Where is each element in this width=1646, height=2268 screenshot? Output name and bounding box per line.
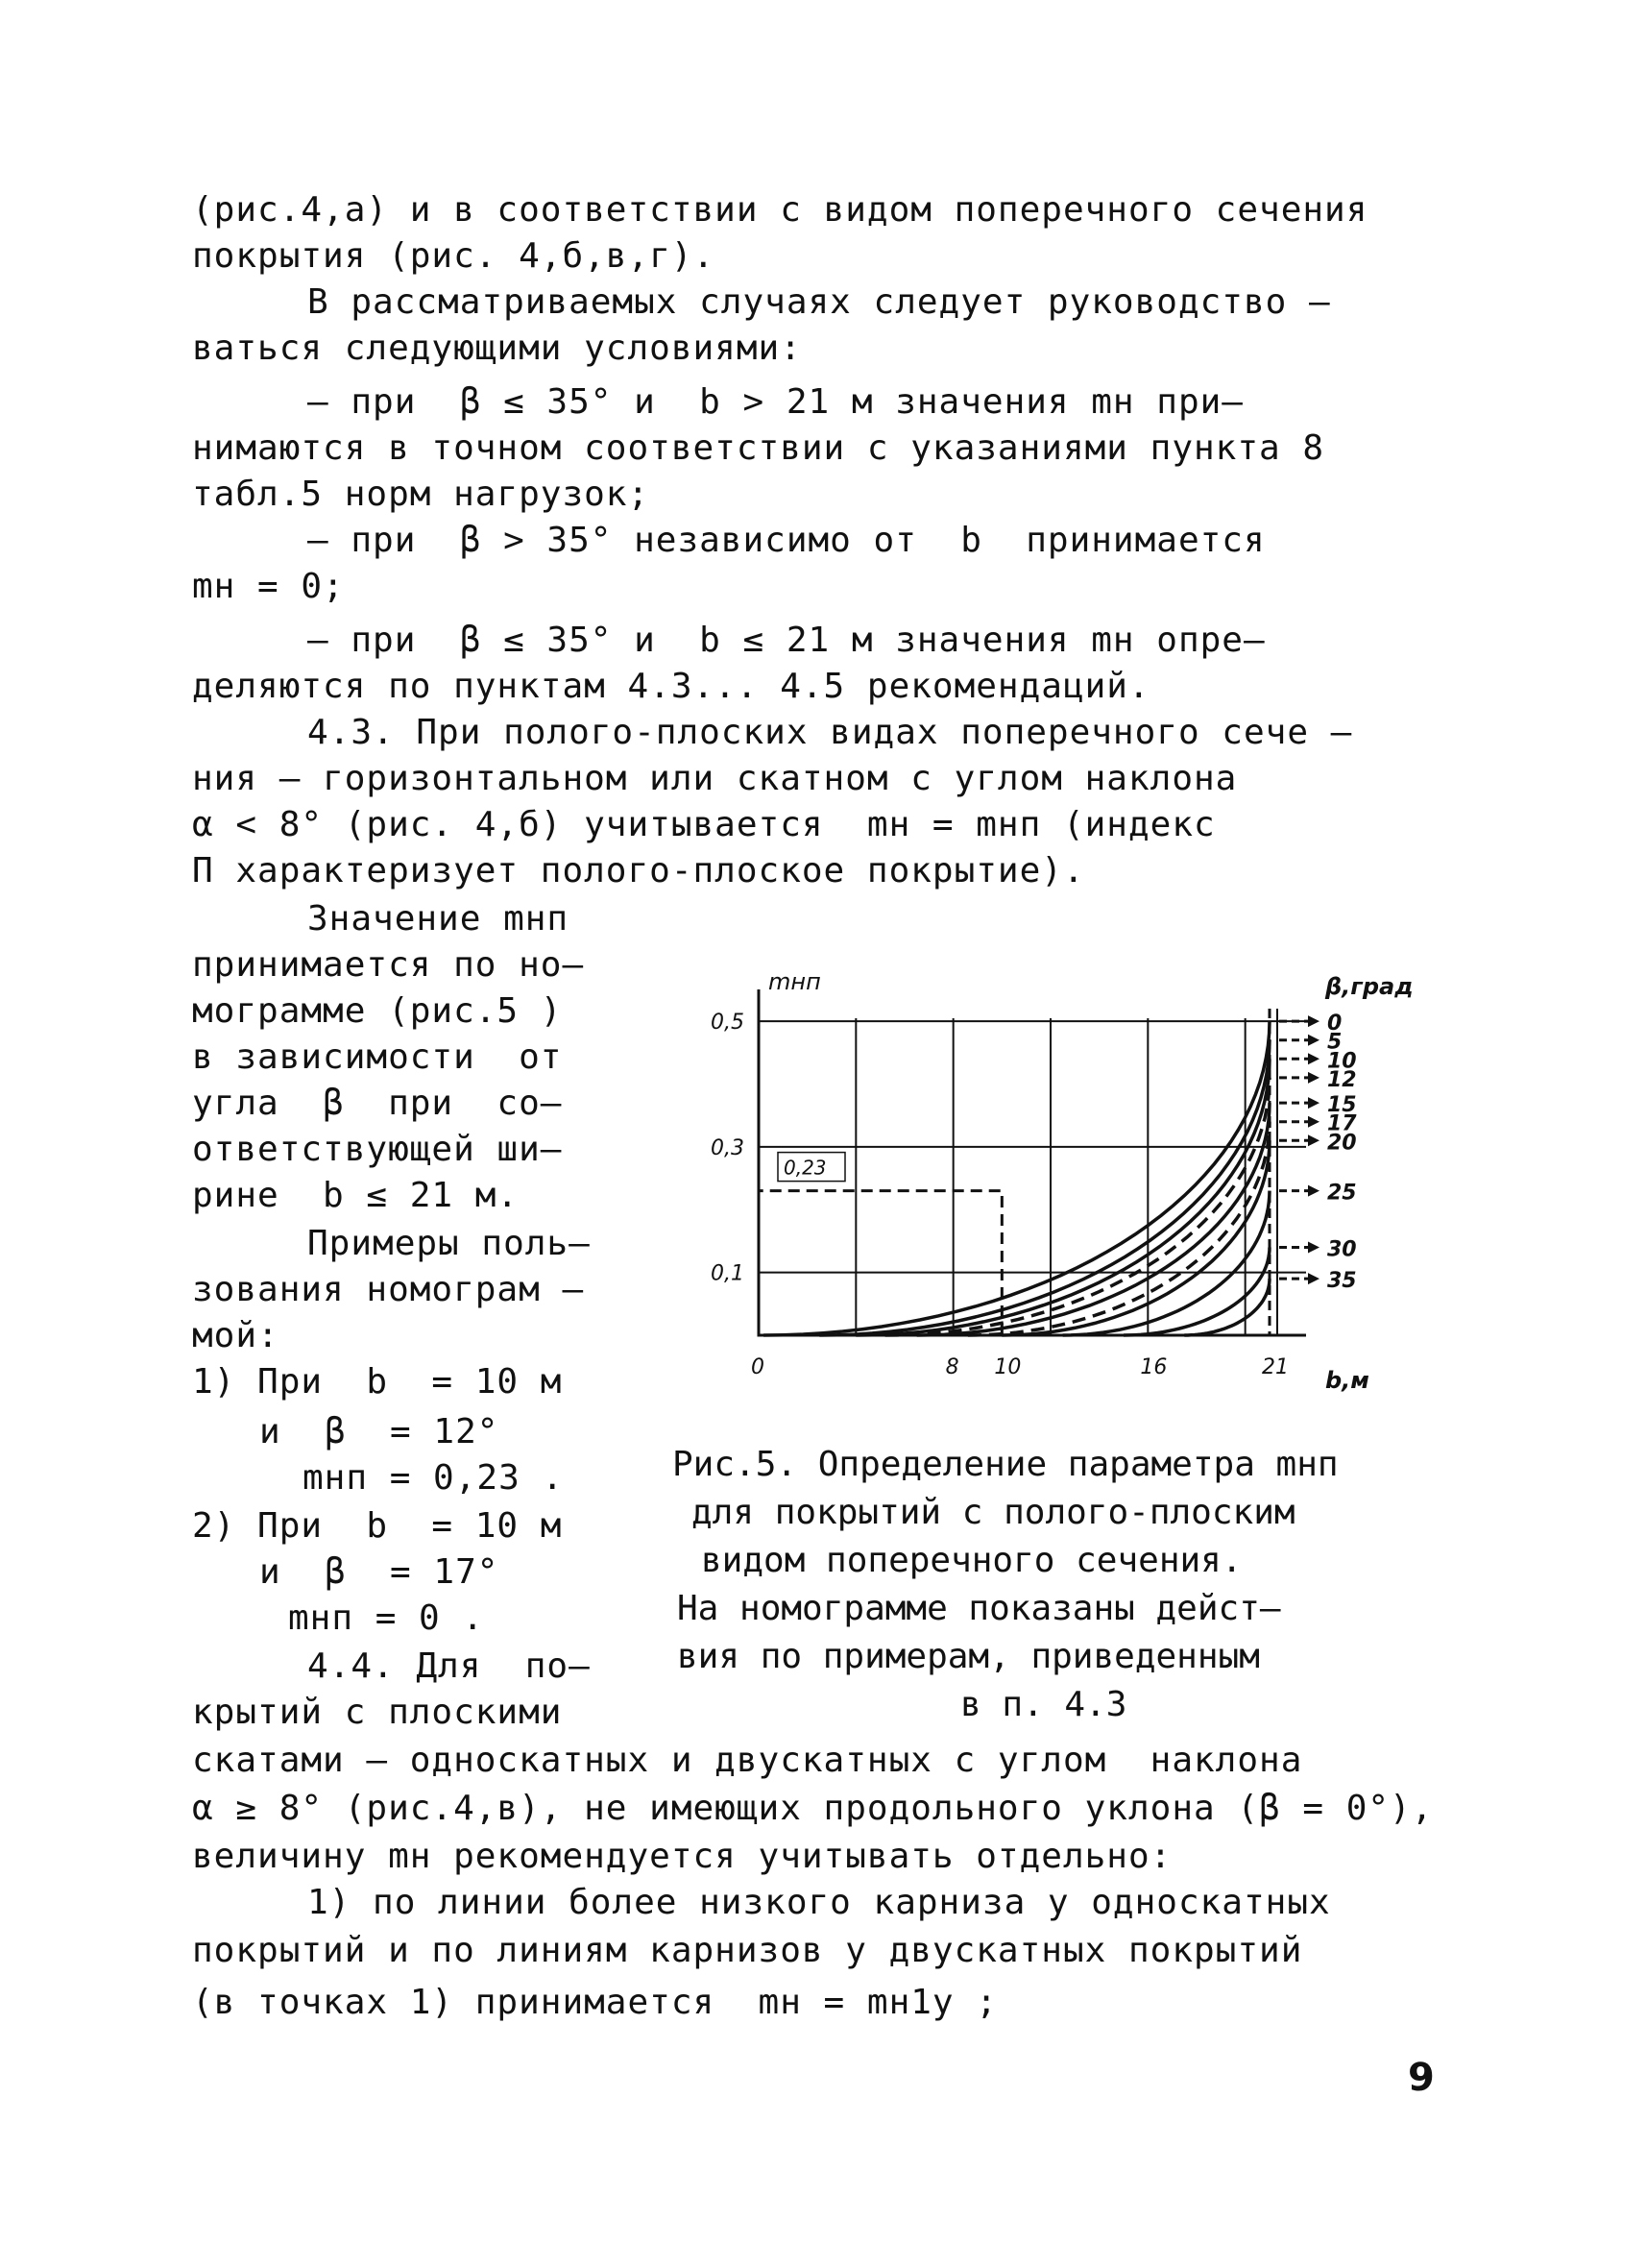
text-line: 2) При b = 10 м: [192, 1506, 563, 1546]
legend-label-beta: 0: [1327, 1012, 1343, 1036]
text-line: – при β ≤ 35° и b > 21 м значения mн при–: [307, 382, 1244, 422]
legend-label-beta: 25: [1327, 1181, 1357, 1206]
legend-arrow-head: [1308, 1015, 1319, 1027]
text-line: угла β при со–: [192, 1084, 563, 1123]
text-line: табл.5 норм нагрузок;: [192, 475, 650, 514]
legend-arrow-head: [1308, 1116, 1319, 1128]
text-line: α ≥ 8° (рис.4,в), не имеющих продольного уклона (β = 0°),: [192, 1789, 1434, 1828]
x-axis-label: b,м: [1325, 1367, 1369, 1394]
page-number: 9: [1408, 2056, 1435, 2100]
text-line: покрытия (рис. 4,б,в,г).: [192, 236, 715, 276]
text-line: (в точках 1) принимается mн = mн1у ;: [192, 1983, 998, 2022]
text-line: (рис.4,а) и в соответствии с видом поперечного сечения: [192, 190, 1368, 230]
text-line: mнп = 0 .: [288, 1598, 485, 1638]
text-line: скатами – односкатных и двускатных с углом наклона: [192, 1741, 1303, 1780]
x-tick-label: 21: [1262, 1355, 1289, 1379]
text-line: величину mн рекомендуется учитывать отдельно:: [192, 1837, 1173, 1876]
text-line: 1) При b = 10 м: [192, 1362, 563, 1402]
text-line: 4.3. При полого-плоских видах поперечного сече –: [307, 713, 1353, 752]
figure-caption-line: в п. 4.3: [960, 1685, 1127, 1724]
y-axis-label: mнп: [768, 968, 821, 995]
legend-arrow-head: [1308, 1053, 1319, 1064]
text-line: рине b ≤ 21 м.: [192, 1176, 520, 1215]
legend-arrow-head: [1308, 1273, 1319, 1284]
legend-label-beta: 30: [1327, 1237, 1357, 1262]
series-curve-35: [1184, 1279, 1270, 1335]
text-line: П характеризует полого-плоское покрытие).: [192, 851, 1085, 890]
text-line: 1) по линии более низкого карниза у односкатных: [307, 1883, 1331, 1922]
text-line: α < 8° (рис. 4,б) учитывается mн = mнп (индекс: [192, 805, 1216, 844]
legend-label-beta: 12: [1327, 1067, 1357, 1092]
legend-label-beta: 20: [1327, 1131, 1357, 1156]
legend-title: β,град: [1325, 973, 1414, 1000]
legend-arrow-head: [1308, 1072, 1319, 1084]
text-line: ответствующей ши–: [192, 1130, 563, 1169]
example-guide-line: [759, 1191, 1002, 1335]
text-line: 4.4. Для по–: [307, 1646, 591, 1686]
text-line: принимается по но–: [192, 945, 585, 985]
y-tick-label: 0,5: [711, 1011, 744, 1036]
figure-caption-line: На номограмме показаны дейст–: [677, 1589, 1281, 1628]
text-line: – при β > 35° независимо от b принимается: [307, 521, 1266, 560]
text-line: деляются по пунктам 4.3... 4.5 рекомендаций.: [192, 667, 1150, 706]
x-tick-label: 10: [994, 1355, 1022, 1379]
text-line: В рассматриваемых случаях следует руководство –: [307, 282, 1331, 322]
text-line: нимаются в точном соответствии с указаниями пункта 8: [192, 428, 1325, 468]
text-line: покрытий и по линиям карнизов у двускатных покрытий: [192, 1931, 1303, 1970]
text-line: ния – горизонтальном или скатном с углом наклона: [192, 759, 1238, 798]
legend-arrow-head: [1308, 1134, 1319, 1146]
text-line: mнп = 0,23 .: [303, 1458, 565, 1498]
text-line: мой:: [192, 1316, 279, 1355]
text-line: ваться следующими условиями:: [192, 329, 802, 368]
legend-arrow-head: [1308, 1241, 1319, 1253]
nomogram-chart: [691, 961, 1414, 1412]
series-curve-12: [885, 1078, 1270, 1335]
legend-label-beta: 5: [1327, 1030, 1343, 1055]
x-tick-label: 8: [945, 1355, 959, 1379]
text-line: крытий с плоскими: [192, 1693, 563, 1732]
legend-label-beta: 35: [1327, 1269, 1357, 1294]
text-line: – при β ≤ 35° и b ≤ 21 м значения mн опре–: [307, 621, 1266, 660]
figure-caption-line: для покрытий с полого-плоским: [691, 1493, 1295, 1532]
text-line: mн = 0;: [192, 567, 345, 606]
x-tick-label: 0: [751, 1355, 764, 1379]
figure-caption-line: вия по примерам, приведенным: [677, 1637, 1260, 1676]
series-curve-15: [917, 1103, 1270, 1335]
series-curve-5: [819, 1040, 1270, 1335]
y-tick-label: 0,3: [711, 1135, 744, 1160]
text-line: и β = 12°: [259, 1412, 499, 1451]
figure-caption-line: Рис.5. Определение параметра mнп: [672, 1445, 1339, 1484]
text-line: зования номограм –: [192, 1270, 585, 1309]
text-line: Значение mнп: [307, 899, 569, 939]
text-line: мограмме (рис.5 ): [192, 991, 563, 1031]
legend-label-beta: 10: [1327, 1049, 1357, 1074]
text-line: и β = 17°: [259, 1552, 499, 1592]
legend-label-beta: 17: [1327, 1111, 1357, 1136]
legend-arrow-head: [1308, 1035, 1319, 1046]
x-tick-label: 16: [1140, 1355, 1168, 1379]
legend-arrow-head: [1308, 1097, 1319, 1109]
legend-arrow-head: [1308, 1185, 1319, 1197]
legend-label-beta: 15: [1327, 1093, 1357, 1118]
annotation-label: 0,23: [784, 1156, 827, 1180]
figure-caption-line: видом поперечного сечения.: [701, 1541, 1243, 1580]
text-line: Примеры поль–: [307, 1224, 591, 1263]
y-tick-label: 0,1: [711, 1261, 744, 1286]
text-line: в зависимости от: [192, 1037, 563, 1077]
